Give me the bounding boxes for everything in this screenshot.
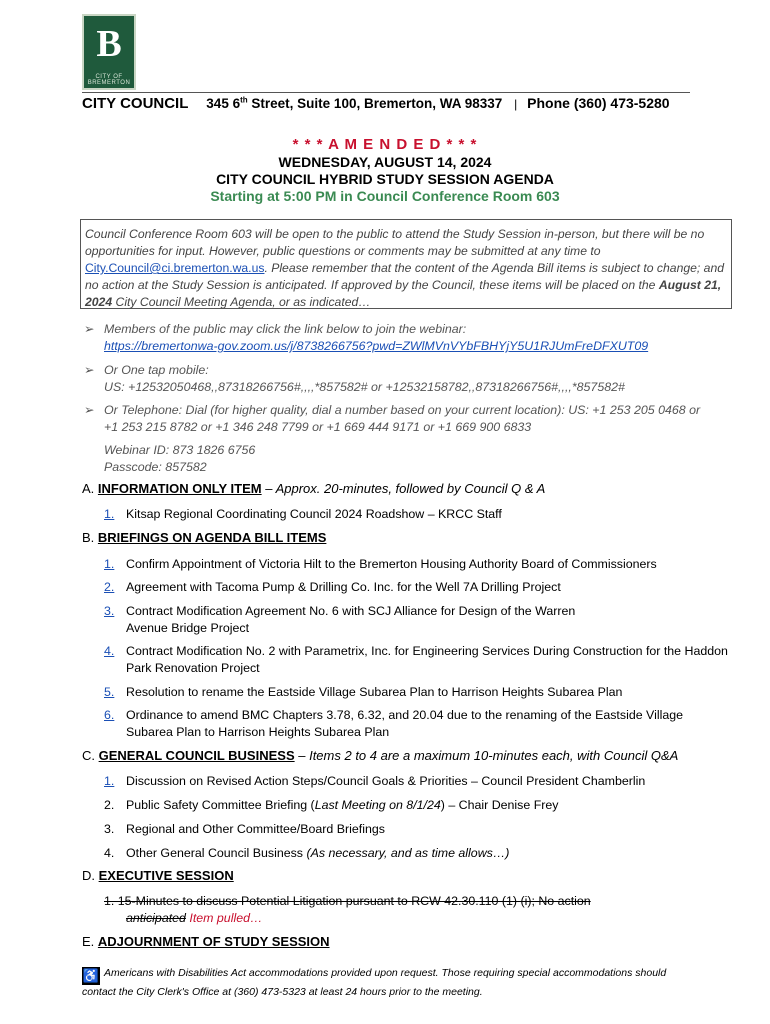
mobile-bullet: ➢ Or One tap mobile: US: +12532050468,,87318266756#,,,,*857582# or +12532158782,,87318266756#,,,,*857582# [84, 363, 625, 394]
council-email-link[interactable]: City.Council@ci.bremerton.wa.us [85, 261, 265, 275]
ada-notice: ♿ Americans with Disabilities Act accommodations provided upon request. Those requiring special accommodations should contact the City Clerk's Office at (360) 473-5323 at least 24 hours prior to the meeting. [82, 967, 667, 998]
struck-item: 1. 15-Minutes to discuss Potential Litigation pursuant to RCW 42.30.110 (1) (i); No action anticipated Item pulled… [104, 894, 591, 925]
item-pulled-note: Item pulled… [185, 911, 263, 925]
phone: Phone (360) 473-5280 [527, 95, 670, 111]
arrow-bullet-icon: ➢ [84, 363, 95, 377]
list-item: 1. Kitsap Regional Coordinating Council 2024 Roadshow – KRCC Staff [104, 507, 502, 521]
section-d-heading: D. EXECUTIVE SESSION [82, 868, 234, 883]
list-item: 6. Ordinance to amend BMC Chapters 3.78, 6.32, and 20.04 due to the renaming of the Eastside Village Subarea Plan to Harrison Heights Subarea Plan [104, 708, 684, 739]
webinar-link[interactable]: https://bremertonwa-gov.zoom.us/j/8738266756?pwd=ZWlMVnVYbFBHYjY5U1RJUmFreDFXUT09 [104, 339, 649, 353]
webinar-join-bullet: ➢ Members of the public may click the link below to join the webinar: https://bremertonwa-gov.zoom.us/j/8738266756?pwd=ZWlMVnVYbFBHYjY5U1RJUmFreDFXUT09 [84, 321, 724, 355]
logo-caption: CITY OF BREMERTON [87, 74, 131, 86]
list-item: 4. Contract Modification No. 2 with Parametrix, Inc. for Engineering Services During Construction for the Haddon Park Renovation Project [104, 644, 728, 675]
section-b-heading: B. BRIEFINGS ON AGENDA BILL ITEMS [82, 530, 327, 545]
section-a-heading: A. INFORMATION ONLY ITEM – Approx. 20-minutes, followed by Council Q & A [82, 481, 546, 496]
list-item: 4. Other General Council Business (As necessary, and as time allows…) [104, 846, 510, 860]
meeting-date-bold: August 21, 2024 [85, 278, 722, 309]
meeting-date: WEDNESDAY, AUGUST 14, 2024 [278, 154, 492, 170]
agenda-title: CITY COUNCIL HYBRID STUDY SESSION AGENDA [216, 171, 554, 187]
list-item: 2. Public Safety Committee Briefing (Last Meeting on 8/1/24) – Chair Denise Frey [104, 798, 559, 812]
notice-box: Council Conference Room 603 will be open to the public to attend the Study Session in-person, but there will be no opportunities for input. However, public questions or comments may be submitted at any time to City.Council@ci.bremerton.wa.us. Please remember that the content of the Agenda Bill items is subject to change; and no action at the Study Session is anticipated. If approved by the Council, these items will be placed on the August 21, 2024 City Council Meeting Agenda, or as indicated… [80, 219, 732, 309]
wheelchair-icon: ♿ [82, 968, 100, 983]
list-item: 1. Confirm Appointment of Victoria Hilt to the Bremerton Housing Authority Board of Commissioners [104, 557, 657, 571]
amended-banner: * * * A M E N D E D * * * [292, 136, 478, 153]
city-logo [82, 14, 136, 90]
org-name: CITY COUNCIL [82, 95, 189, 112]
address: 345 6th Street, Suite 100, Bremerton, WA 98337 [206, 95, 503, 111]
arrow-bullet-icon: ➢ [84, 322, 95, 336]
list-item: 2. Agreement with Tacoma Pump & Drilling Co. Inc. for the Well 7A Drilling Project [104, 580, 561, 594]
list-item: 1. Discussion on Revised Action Steps/Council Goals & Priorities – Council President Chamberlin [104, 774, 646, 788]
logo-letter: B [96, 23, 122, 65]
list-item: 3. Contract Modification Agreement No. 6 with SCJ Alliance for Design of the Warren Avenue Bridge Project [104, 604, 576, 635]
list-item: 3. Regional and Other Committee/Board Briefings [104, 822, 385, 836]
separator: | [514, 97, 518, 111]
arrow-bullet-icon: ➢ [84, 403, 95, 417]
header-rule [82, 92, 690, 93]
start-time: Starting at 5:00 PM in Council Conference Room 603 [210, 188, 560, 204]
letterhead [82, 95, 670, 112]
list-item: 5. Resolution to rename the Eastside Village Subarea Plan to Harrison Heights Subarea Plan [104, 685, 623, 699]
passcode: Passcode: 857582 [104, 460, 207, 474]
webinar-id: Webinar ID: 873 1826 6756 [104, 443, 256, 457]
section-e-heading: E. ADJOURNMENT OF STUDY SESSION [82, 934, 330, 949]
section-c-heading: C. GENERAL COUNCIL BUSINESS – Items 2 to 4 are a maximum 10-minutes each, with Council Q&A [82, 748, 679, 763]
telephone-bullet: ➢ Or Telephone: Dial (for higher quality, dial a number based on your current location): US: +1 253 205 0468 or +1 253 215 8782 or +1 346 248 7799 or +1 669 444 9171 or +1 669 900 6833 [84, 403, 701, 434]
